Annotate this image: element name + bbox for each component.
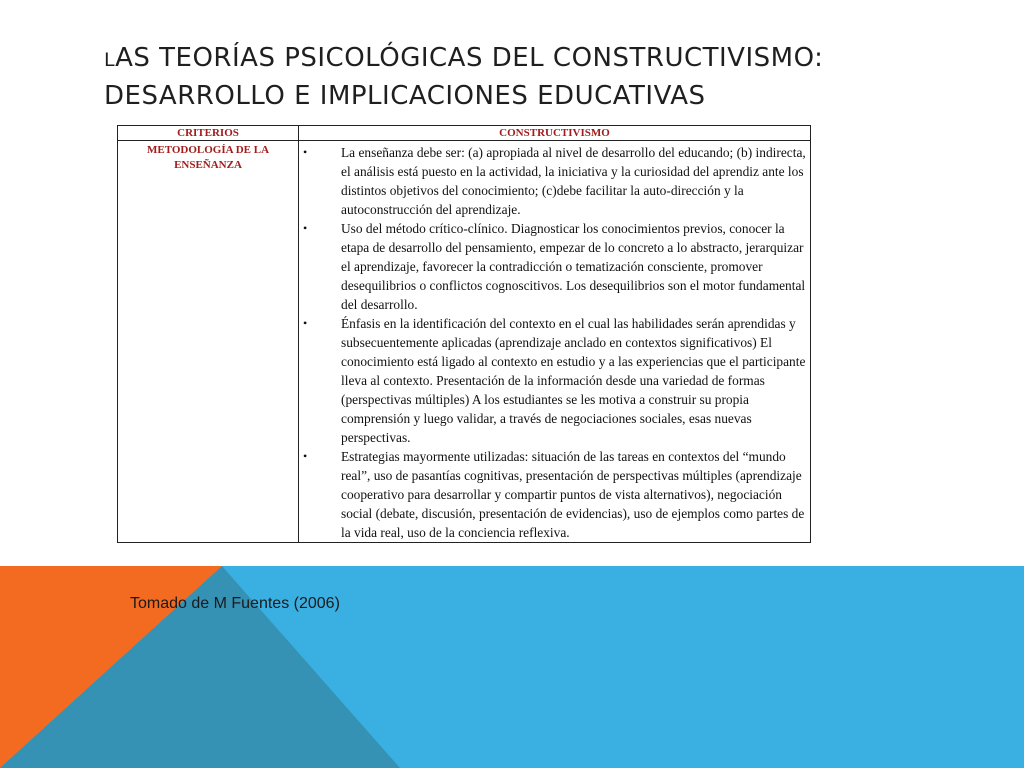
- bullet-icon: •: [303, 145, 308, 159]
- list-item-text: La enseñanza debe ser: (a) apropiada al nivel de desarrollo del educando; (b) indirecta, el análisis está puesto en la actividad, la iniciativa y la curiosidad del aprendiz ante los distintos objetivos del conocimiento; (c)debe facilitar la auto-dirección y la autoconstrucción del aprendizaje.: [341, 145, 806, 217]
- content-cell: [299, 141, 811, 543]
- title-first-letter: L: [104, 49, 116, 71]
- list-item-text: Estrategias mayormente utilizadas: situación de las tareas en contextos del “mundo real”, uso de pasantías cognitivas, presentación de perspectivas múltiples (aprendizaje cooperativo para desarrollar y compartir puntos de vista alternativos), negociación social (debate, discusión, presentación de evidencias), uso de ejemplos como partes de la vida real, uso de la conciencia reflexiva.: [341, 449, 805, 540]
- list-item: [299, 143, 806, 219]
- list-item-text: Énfasis en la identificación del contexto en el cual las habilidades serán aprendidas y subsecuentemente aplicadas (aprendizaje anclado en contextos significativos) El conocimiento está ligado al contexto en estudio y a las experiencias que el participante lleva al contexto. Presentación de la información desde una variedad de formas (perspectivas múltiples) A los estudiantes se les motiva a construir su propia comprensión y luego validar, a través de negociaciones sociales, esas nuevas perspectivas.: [341, 316, 806, 445]
- table-row: [118, 141, 811, 543]
- bullet-icon: •: [303, 221, 308, 235]
- list-item: [299, 219, 806, 314]
- header-constructivismo: CONSTRUCTIVISMO: [299, 126, 811, 141]
- methodology-table: [117, 125, 811, 543]
- source-citation: Tomado de M Fuentes (2006): [130, 595, 340, 612]
- header-criterios: CRITERIOS: [118, 126, 299, 141]
- table-header-row: [118, 126, 811, 141]
- list-item: [299, 314, 806, 447]
- bullet-icon: •: [303, 449, 308, 463]
- bullet-list: [299, 141, 810, 542]
- list-item: [299, 447, 806, 542]
- list-item-text: Uso del método crítico-clínico. Diagnosticar los conocimientos previos, conocer la etapa de desarrollo del pensamiento, empezar de lo concreto a lo abstracto, jerarquizar el aprendizaje, favorecer la contradicción o tematización consciente, promover desequilibrios o conflictos cognoscitivos. Los desequilibrios son el motor fundamental del desarrollo.: [341, 221, 806, 312]
- slide-title: [104, 40, 984, 114]
- bullet-icon: •: [303, 316, 308, 330]
- title-text: AS TEORÍAS PSICOLÓGICAS DEL CONSTRUCTIVISMO: DESARROLLO E IMPLICACIONES EDUCATIVAS: [104, 43, 824, 111]
- criterion-cell: METODOLOGÍA DE LA ENSEÑANZA: [118, 141, 299, 543]
